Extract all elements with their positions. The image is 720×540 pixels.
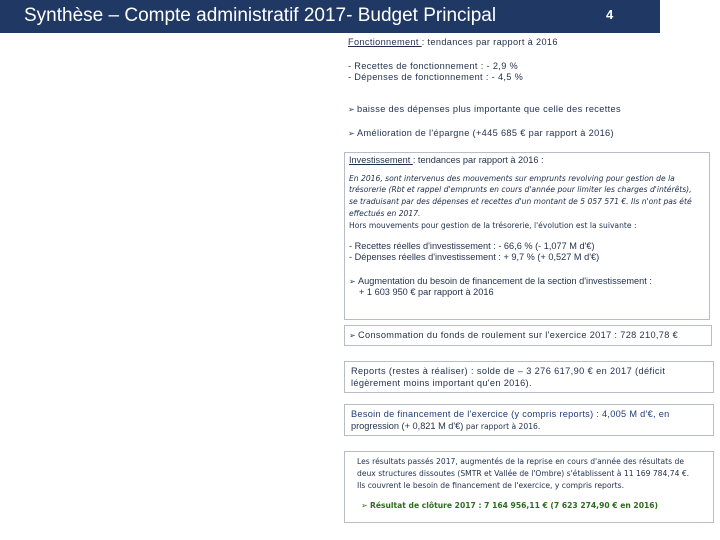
resultats-line: deux structures dissoutes (SMTR et Vallée de l'Ombre) s'établissent à 11 169 784,74 €. xyxy=(357,468,690,478)
reports-line-2: légèrement moins important qu'en 2016). xyxy=(351,377,532,388)
investissement-heading-rest: : tendances par rapport à 2016 : xyxy=(412,155,544,165)
resultats-line: Ils couvrent le besoin de financement de l'exercice, y compris reports. xyxy=(357,480,624,490)
investissement-italic-line: se traduisant par des dépenses et recettes d'un montant de 5 057 571 €. Ils n'ont pas été xyxy=(349,197,692,207)
reports-box xyxy=(344,361,714,393)
fonctionnement-section xyxy=(344,36,664,148)
fonctionnement-recettes: - Recettes de fonctionnement : - 2,9 % xyxy=(348,60,519,71)
investissement-plain-line: Hors mouvements pour gestion de la trésorerie, l'évolution est la suivante : xyxy=(349,220,637,230)
arrow-bullet-icon: ➢ xyxy=(348,104,356,114)
investissement-italic-line: effectués en 2017. xyxy=(349,208,421,218)
page-title: Synthèse – Compte administratif 2017- Budget Principal xyxy=(24,5,497,26)
investissement-section xyxy=(344,152,710,320)
besoin-line-2b: par rapport à 2016. xyxy=(465,421,541,431)
investissement-heading-link[interactable]: Investissement xyxy=(349,155,413,165)
investissement-bullet-b: + 1 603 950 € par rapport à 2016 xyxy=(359,287,494,298)
fonds-roulement-text: Consommation du fonds de roulement sur l'exercice 2017 : 728 210,78 € xyxy=(358,330,679,340)
fonctionnement-heading-link[interactable]: Fonctionnement xyxy=(348,37,422,47)
title-bar xyxy=(0,0,660,33)
arrow-bullet-icon: ➢ xyxy=(349,331,357,340)
resultats-line: Les résultats passés 2017, augmentés de la reprise en cours d'année des résultats de xyxy=(357,457,685,466)
fonctionnement-bullet-2: Amélioration de l'épargne (+445 685 € par rapport à 2016) xyxy=(357,128,614,139)
besoin-line-2a: progression (+ 0,821 M d'€) xyxy=(351,420,466,431)
investissement-bullet-a: Augmentation du besoin de financement de la section d'investissement : xyxy=(358,275,652,286)
fonctionnement-heading-rest: : tendances par rapport à 2016 xyxy=(421,37,558,47)
arrow-bullet-icon: ➢ xyxy=(348,129,356,139)
resultats-box xyxy=(344,451,714,523)
investissement-italic-line: trésorerie (Rbt et rappel d'emprunts en cours d'année pour limiter les charges d'intérêts), xyxy=(349,185,692,195)
reports-line-1: Reports (restes à réaliser) : solde de – 3 276 617,90 € en 2017 (déficit xyxy=(351,366,666,376)
page-number: 4 xyxy=(606,7,614,22)
arrow-bullet-icon: ➢ xyxy=(361,501,368,511)
fonds-roulement-box xyxy=(344,325,712,346)
besoin-line-1: Besoin de financement de l'exercice (y compris reports) : 4,005 M d'€, en xyxy=(351,409,670,419)
resultats-bullet: Résultat de clôture 2017 : 7 164 956,11 € (7 623 274,90 € en 2016) xyxy=(370,501,659,511)
investissement-depenses: - Dépenses réelles d'investissement : + 9,7 % (+ 0,527 M d'€) xyxy=(349,252,600,263)
left-blank-panel xyxy=(0,0,342,540)
fonctionnement-bullet-1: baisse des dépenses plus importante que celle des recettes xyxy=(357,103,621,114)
besoin-box xyxy=(344,404,714,436)
investissement-italic-line: En 2016, sont intervenus des mouvements sur emprunts revolving pour gestion de la xyxy=(349,173,675,183)
fonctionnement-depenses: - Dépenses de fonctionnement : - 4,5 % xyxy=(348,72,524,83)
investissement-recettes: - Recettes réelles d'investissement : - 66,6 % (- 1,077 M d'€) xyxy=(349,240,595,251)
arrow-bullet-icon: ➢ xyxy=(349,276,356,286)
